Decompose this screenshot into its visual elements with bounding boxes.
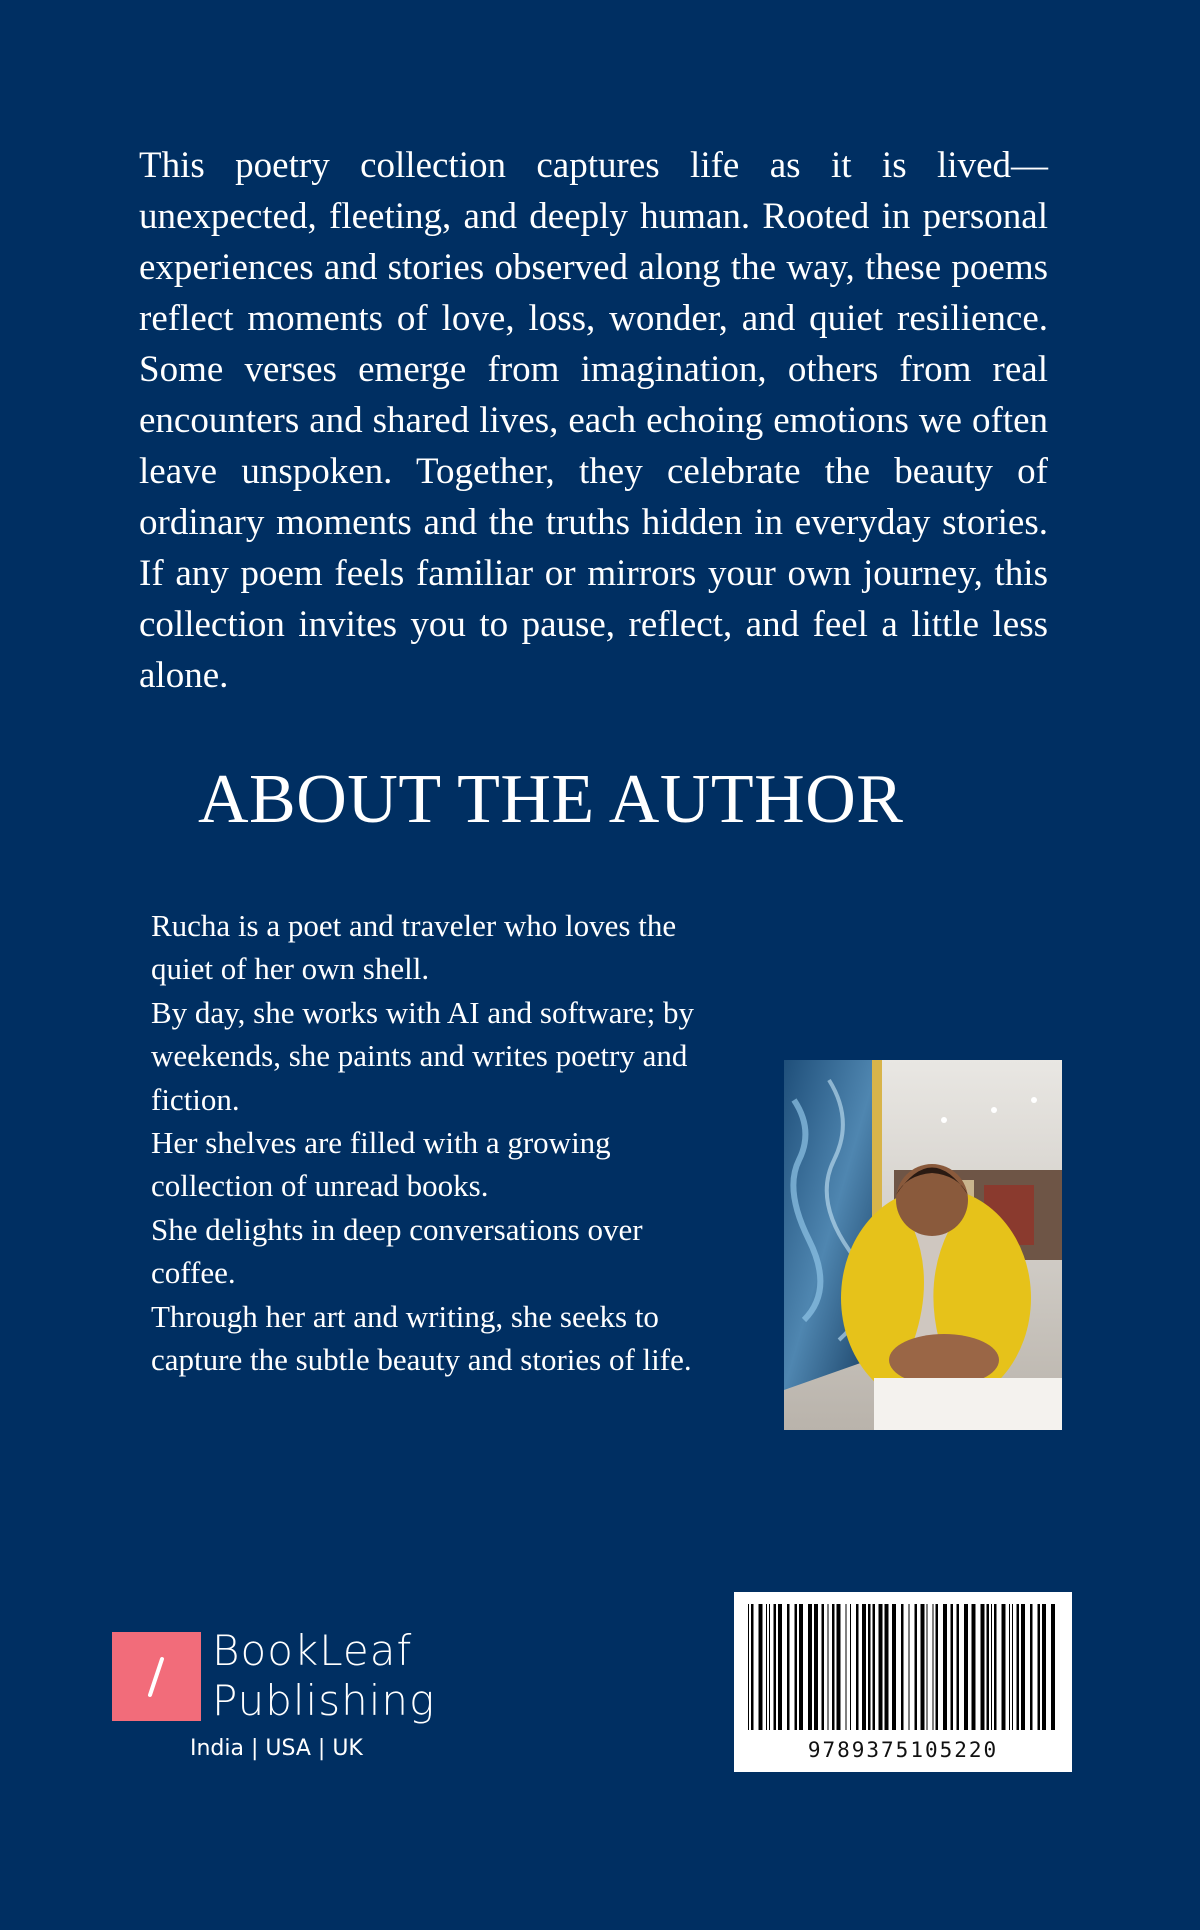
barcode-bar	[927, 1604, 928, 1730]
barcode-bar	[822, 1604, 825, 1730]
bio-line: quiet of her own shell.	[151, 951, 430, 987]
barcode-bar	[769, 1604, 770, 1730]
publisher-name-line2: Publishing	[212, 1676, 436, 1725]
bio-line: Her shelves are filled with a growing	[151, 1125, 611, 1161]
barcode-bar	[915, 1604, 918, 1730]
barcode-bar	[901, 1604, 904, 1730]
author-photo	[784, 1060, 1062, 1430]
barcode-bar	[795, 1604, 798, 1730]
barcode-bar	[957, 1604, 960, 1730]
barcode-bar	[856, 1604, 859, 1730]
barcode-icon	[734, 1592, 1072, 1732]
barcode-bar	[892, 1604, 896, 1730]
barcode-bar	[994, 1604, 997, 1730]
publisher-logo	[112, 1626, 472, 1770]
barcode-bar	[951, 1604, 954, 1730]
barcode-bar	[933, 1604, 934, 1730]
barcode-bar	[832, 1604, 835, 1730]
publisher-name	[212, 1626, 435, 1726]
barcode-bar	[766, 1604, 767, 1730]
isbn-number: 9789375105220	[807, 1738, 999, 1762]
publisher-logo-mark	[112, 1632, 201, 1721]
barcode-bar	[787, 1604, 790, 1730]
barcode-bar	[850, 1604, 851, 1730]
publisher-name-line1: BookLeaf	[212, 1626, 413, 1675]
bio-line: capture the subtle beauty and stories of life.	[151, 1342, 692, 1378]
barcode-bar	[814, 1604, 818, 1730]
barcode-bar	[846, 1604, 847, 1730]
barcode-bar	[972, 1604, 976, 1730]
barcode-bar	[868, 1604, 871, 1730]
bio-line: collection of unread books.	[151, 1168, 489, 1204]
bio-line: She delights in deep conversations over	[151, 1211, 643, 1247]
barcode-bar	[837, 1604, 841, 1730]
barcode-bar	[943, 1604, 947, 1730]
barcode-bar	[1038, 1604, 1041, 1730]
bio-line: coffee.	[151, 1255, 236, 1291]
slash-icon	[112, 1632, 201, 1721]
barcode-bar	[1002, 1604, 1006, 1730]
barcode-bar	[987, 1604, 990, 1730]
barcode-bar	[1021, 1604, 1025, 1730]
barcode-bar	[964, 1604, 968, 1730]
about-author-heading: ABOUT THE AUTHOR	[198, 761, 904, 838]
author-bio	[151, 904, 761, 1381]
publisher-regions: India | USA | UK	[190, 1736, 363, 1761]
author-photo-illustration	[784, 1060, 1062, 1430]
barcode-bar	[808, 1604, 812, 1730]
barcode-bar	[774, 1604, 777, 1730]
bio-line: Rucha is a poet and traveler who loves the	[151, 908, 677, 943]
barcode-bar	[1009, 1604, 1010, 1730]
bio-line: weekends, she paints and writes poetry and	[151, 1038, 688, 1074]
barcode-bar	[862, 1604, 866, 1730]
barcode-bar	[748, 1604, 749, 1730]
back-cover-blurb: This poetry collection captures life as it is lived—unexpected, fleeting, and deeply human. Rooted in personal experiences and stories observed along the way, these poems reflect moments of love, loss, wonder, and quiet resilience. Some verses emerge from imagination, others from real encounters and shared lives, each echoing emotions we often leave unspoken. Together, they celebrate the beauty of ordinary moments and the truths hidden in everyday stories. If any poem feels familiar or mirrors your own journey, this collection invites you to pause, reflect, and feel a little less alone.	[139, 145, 1048, 696]
barcode-bar	[751, 1604, 754, 1730]
barcode-bar	[1012, 1604, 1013, 1730]
barcode-bar	[799, 1604, 803, 1730]
bio-line: By day, she works with AI and software; by	[151, 994, 694, 1030]
barcode-bar	[909, 1604, 910, 1730]
barcode-bar	[981, 1604, 985, 1730]
barcode-bar	[1051, 1604, 1055, 1730]
bio-line: fiction.	[151, 1081, 240, 1117]
isbn-barcode	[734, 1592, 1072, 1772]
bio-line: Through her art and writing, she seeks to	[151, 1298, 659, 1334]
barcode-bar	[936, 1604, 939, 1730]
barcode-bar	[1042, 1604, 1046, 1730]
barcode-bar	[879, 1604, 883, 1730]
barcode-bar	[759, 1604, 763, 1730]
barcode-bar	[778, 1604, 782, 1730]
barcode-bar	[885, 1604, 889, 1730]
barcode-bar	[921, 1604, 925, 1730]
barcode-bar	[1030, 1604, 1033, 1730]
barcode-bar	[1017, 1604, 1020, 1730]
barcode-bar	[991, 1604, 992, 1730]
barcode-bar	[873, 1604, 876, 1730]
barcode-bar	[828, 1604, 829, 1730]
